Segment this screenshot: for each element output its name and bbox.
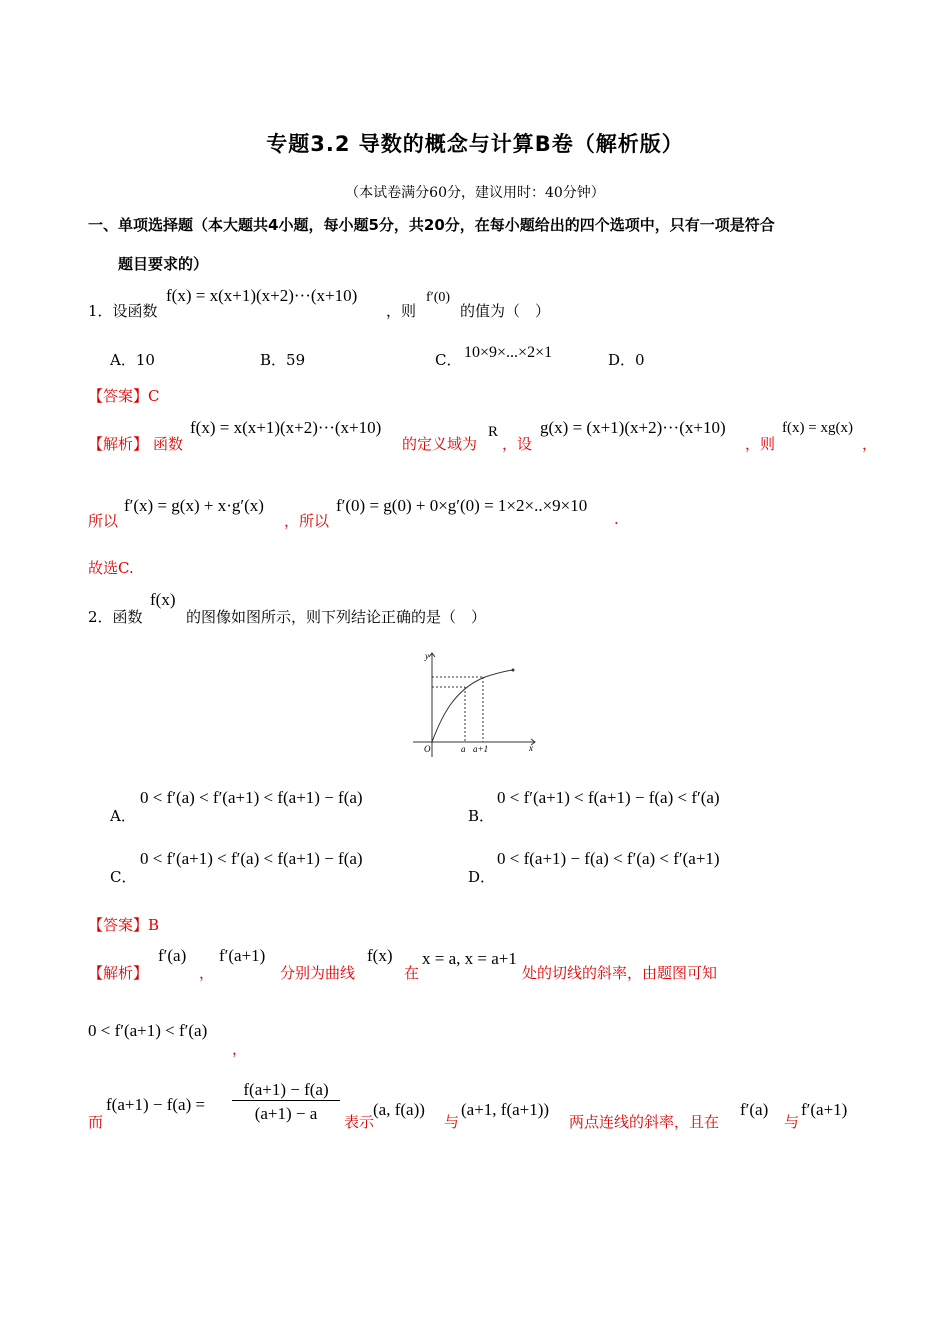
q1-option-d: D．0 (608, 351, 645, 369)
q1-derivative: f′(0) (426, 290, 451, 305)
q2-solution-label: 【解析】 (88, 964, 149, 982)
q2-solution-formula-2: f′(a+1) (219, 946, 266, 965)
page-title: 专题3.2 导数的概念与计算B卷（解析版） (266, 132, 684, 156)
q2-solution3-text-3: 与 (444, 1113, 460, 1131)
graph-label-y: y (425, 651, 429, 661)
q1-solution-text-4: ，则 (745, 435, 776, 453)
q2-option-a-formula: 0 < f′(a) < f′(a+1) < f(a+1) − f(a) (140, 788, 363, 807)
q1-solution-formula-1: f(x) = x(x+1)(x+2)···(x+10) (190, 418, 382, 437)
q1-solution-formula-2: g(x) = (x+1)(x+2)···(x+10) (540, 418, 726, 437)
q2-solution2-text: ， (232, 1040, 248, 1058)
q2-solution3-formula-3: (a+1, f(a+1)) (461, 1100, 550, 1119)
q2-solution-text-2: 分别为曲线 (280, 964, 356, 982)
q2-solution3-fraction-denominator: (a+1) − a (254, 1104, 318, 1123)
q1-solution-formula-3: f(x) = xg(x) (782, 420, 853, 436)
q2-solution3-formula-4: f′(a) (740, 1100, 769, 1119)
q1-solution-text-3: ，设 (502, 435, 533, 453)
q1-solution-r: R (488, 424, 499, 440)
q2-function: f(x) (150, 590, 176, 609)
q2-solution3-formula-1: f(a+1) − f(a) = (106, 1095, 206, 1114)
q1-answer: 【答案】C (88, 387, 160, 405)
q1-stem-mid: ，则 (386, 302, 417, 320)
q1-option-a: A．10 (110, 351, 155, 369)
q2-solution2-formula: 0 < f′(a+1) < f′(a) (88, 1021, 208, 1040)
q1-solution2-text-3: . (614, 510, 619, 528)
curve-endpoint (512, 669, 515, 672)
q1-solution-text-1: 函数 (153, 435, 184, 453)
q2-option-b-formula: 0 < f′(a+1) < f(a+1) − f(a) < f′(a) (497, 788, 720, 807)
q2-solution3-text-1: 而 (88, 1113, 104, 1131)
function-curve (432, 670, 513, 742)
q2-solution3-formula-5: f′(a+1) (801, 1100, 848, 1119)
section-heading-line2: 题目要求的） (118, 255, 209, 273)
q2-solution-formula-1: f′(a) (158, 946, 187, 965)
q2-stem-end: 的图像如图所示，则下列结论正确的是（ ） (186, 608, 487, 626)
q2-option-d-label: D． (468, 868, 496, 886)
q1-solution2-text-1: 所以 (88, 512, 119, 530)
q1-choose: 故选C. (88, 559, 134, 577)
q2-solution-text-1: ， (199, 964, 215, 982)
q2-option-b-label: B． (468, 807, 495, 825)
q2-option-d-formula: 0 < f(a+1) − f(a) < f′(a) < f′(a+1) (497, 849, 720, 868)
q2-answer: 【答案】B (88, 916, 160, 934)
q1-function-formula: f(x) = x(x+1)(x+2)···(x+10) (166, 286, 358, 305)
q2-stem-number: 2．函数 (88, 608, 143, 626)
q2-solution-formula-3: f(x) (367, 946, 393, 965)
q2-option-c-formula: 0 < f′(a+1) < f′(a) < f(a+1) − f(a) (140, 849, 363, 868)
q1-solution-text-2: 的定义域为 (402, 435, 478, 453)
q2-solution3-fraction-numerator: f(a+1) − f(a) (232, 1080, 340, 1101)
q2-solution3-text-2: 表示 (344, 1113, 375, 1131)
q1-solution2-text-2: ，所以 (284, 512, 330, 530)
subtitle: （本试卷满分60分，建议用时：40分钟） (345, 185, 605, 201)
q1-stem-number: 1．设函数 (88, 302, 158, 320)
graph-label-a: a (461, 744, 466, 754)
q1-stem-end: 的值为（ ） (460, 302, 551, 320)
q2-solution-text-4: 处的切线的斜率，由题图可知 (522, 964, 718, 982)
q1-option-c-formula: 10×9×...×2×1 (464, 344, 553, 361)
q2-option-a-label: A． (110, 807, 136, 825)
q2-solution3-text-5: 与 (784, 1113, 800, 1131)
graph-label-origin: O (424, 744, 431, 754)
q2-function-graph (405, 645, 550, 760)
graph-label-x: x (529, 743, 533, 753)
q1-option-c-label: C． (435, 351, 462, 369)
q1-solution-label: 【解析】 (88, 435, 149, 453)
q1-solution2-formula-1: f′(x) = g(x) + x·g′(x) (124, 496, 264, 515)
q1-option-b: B．59 (260, 351, 306, 369)
q1-solution2-formula-2: f′(0) = g(0) + 0×g′(0) = 1×2×..×9×10 (336, 496, 588, 515)
q2-solution3-text-4: 两点连线的斜率，且在 (569, 1113, 720, 1131)
q2-solution-formula-4: x = a, x = a+1 (422, 949, 517, 968)
q2-solution-text-3: 在 (404, 964, 420, 982)
section-heading-line1: 一、单项选择题（本大题共4小题，每小题5分，共20分，在每小题给出的四个选项中，只有一项是符合 (88, 216, 775, 234)
q2-option-c-label: C． (110, 868, 137, 886)
q2-solution3-formula-2: (a, f(a)) (373, 1100, 425, 1119)
q1-solution-text-5: ， (862, 435, 878, 453)
graph-label-a-plus-1: a+1 (473, 744, 489, 754)
